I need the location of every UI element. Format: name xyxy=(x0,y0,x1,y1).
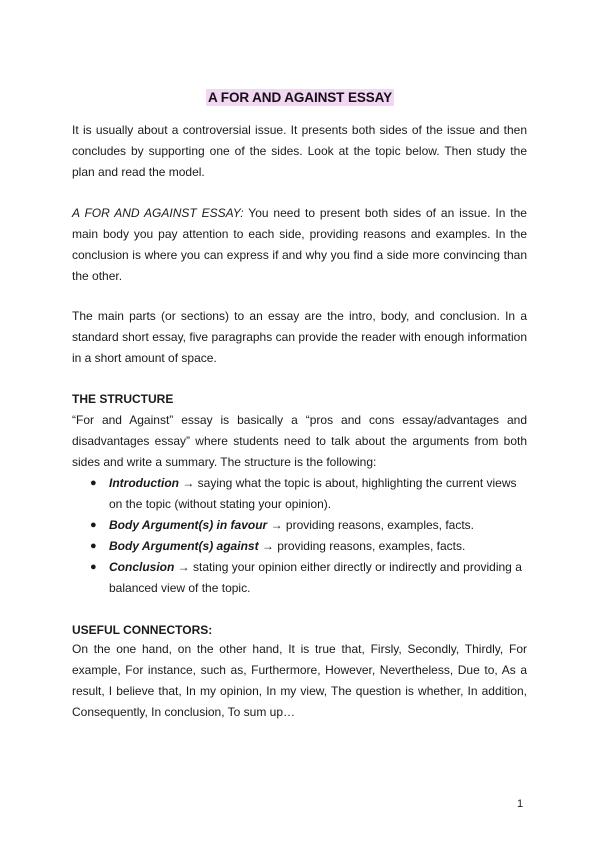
intro-paragraph: It is usually about a controversial issue. It presents both sides of the issue and then concludes by supporting one of the sides. Look at the topic below. Then study the plan and read the model. xyxy=(72,123,527,179)
arrow-icon: → xyxy=(178,476,195,490)
bullet-icon: ● xyxy=(90,540,97,552)
connectors-heading: USEFUL CONNECTORS: xyxy=(72,623,213,637)
bullet-icon: ● xyxy=(90,561,97,573)
bullet-icon: ● xyxy=(90,519,97,531)
list-item-text: saying what the topic is about, highlighting the current views on the topic (without stating your opinion). xyxy=(109,476,517,511)
connectors-paragraph: On the one hand, on the other hand, It is true that, Firsly, Secondly, Thirdly, For example, For instance, such as, Furthermore, However, Nevertheless, Due to, As a result, I believe that, In my opinion, In my view, The question is whether, In addition, Consequently, In conclusion, To sum up… xyxy=(72,642,527,719)
structure-paragraph: “For and Against” essay is basically a “pros and cons essay/advantages and disadvantages essay” where students need to talk about the arguments from both sides and write a summary. The structure is the following: xyxy=(72,413,527,469)
list-item-term: Body Argument(s) in favour xyxy=(109,518,268,532)
list-item-term: Body Argument(s) against xyxy=(109,539,259,553)
list-item-term: Conclusion xyxy=(109,560,175,574)
arrow-icon: → xyxy=(258,539,274,553)
page-title: A FOR AND AGAINST ESSAY xyxy=(208,90,392,105)
structure-list xyxy=(72,473,527,599)
list-item-term: Introduction xyxy=(109,476,179,490)
definition-paragraph xyxy=(72,203,527,287)
parts-paragraph: The main parts (or sections) to an essay are the intro, body, and conclusion. In a standard short essay, five paragraphs can provide the reader with enough information in a short amount of space. xyxy=(72,309,527,365)
arrow-icon: → xyxy=(267,518,283,532)
bullet-icon: ● xyxy=(90,477,97,489)
definition-lead: A FOR AND AGAINST ESSAY: xyxy=(72,206,244,220)
page-number: 1 xyxy=(517,798,524,810)
list-item-text: providing reasons, examples, facts. xyxy=(282,518,475,532)
title-container xyxy=(0,89,600,107)
list-item-text: providing reasons, examples, facts. xyxy=(273,539,466,553)
definition-text: You need to present both sides of an issue. In the main body you pay attention to each side, providing reasons and examples. In the conclusion is where you can express if and why you find a side more convincing than the other. xyxy=(72,206,527,283)
list-item xyxy=(72,515,527,536)
structure-heading: THE STRUCTURE xyxy=(72,392,174,406)
list-item xyxy=(72,473,527,515)
list-item xyxy=(72,557,527,599)
list-item-text: stating your opinion either directly or indirectly and providing a balanced view of the topic. xyxy=(109,560,522,595)
list-item xyxy=(72,536,527,557)
arrow-icon: → xyxy=(174,560,190,574)
